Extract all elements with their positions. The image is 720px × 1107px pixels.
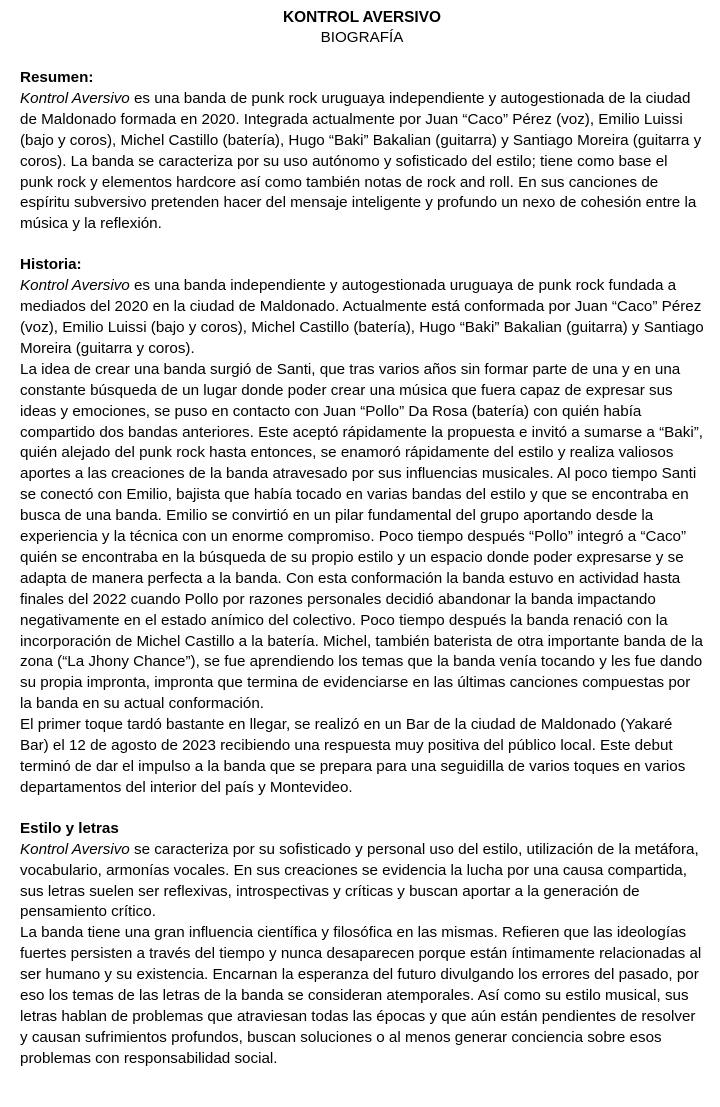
band-name-italic: Kontrol Aversivo xyxy=(20,89,130,107)
historia-paragraph-2: La idea de crear una banda surgió de Santi, que tras varios años sin formar parte de una y en una constante búsqueda de un lugar donde poder crear una música que fuera capaz de expresar sus ideas y emociones, se puso en contacto con Juan “Pollo” Da Rosa (batería) con quién había compartido dos bandas anteriores. Este aceptó rápidamente la propuesta e invitó a sumarse a “Baki”, quién alejado del punk rock hasta entonces, se enamoró rápidamente del estilo y realiza valiosos aportes a las creaciones de la banda atravesado por sus influencias musicales. Al poco tiempo Santi se conectó con Emilio, bajista que había tocado en varias bandas del estilo y que se encontraba en busca de una banda. Emilio se convirtió en un pilar fundamental del grupo aportando desde la experiencia y la técnica con un enorme compromiso. Poco tiempo después “Pollo” integró a “Caco” quién se encontraba en la búsqueda de su propio estilo y un espacio donde poder expresarse y se adapta de manera perfecta a la banda. Con esta conformación la banda estuvo en actividad hasta finales del 2022 cuando Pollo por razones personales decidió abandonar la banda impactando negativamente en el estado anímico del colectivo. Poco tiempo después la banda renació con la incorporación de Michel Castillo a la batería. Michel, también baterista de otra importante banda de la zona (“La Jhony Chance”), se fue aprendiendo los temas que la banda venía tocando y les fue dando su propia impronta, impronta que termina de evidenciarse en las últimas canciones compuestas por la banda en su actual conformación. xyxy=(20,360,703,713)
section-heading-historia: Historia: xyxy=(20,256,82,274)
historia-paragraph-1-text: es una banda independiente y autogestionada uruguaya de punk rock fundada a mediados del 2020 en la ciudad de Maldonado. Actualmente está conformada por Juan “Caco” Pérez (voz), Emilio Luissi (bajo y coros), Michel Castillo (batería), Hugo “Baki” Bakalian (guitarra) y Santiago Moreira (guitarra y coros). xyxy=(20,277,704,357)
historia-paragraph-3: El primer toque tardó bastante en llegar, se realizó en un Bar de la ciudad de Maldonado (Yakaré Bar) el 12 de agosto de 2023 recibiendo una respuesta muy positiva del público local. Este debut terminó de dar el impulso a la banda que se prepara para una seguidilla de varios toques en varios departamentos del interior del país y Montevideo. xyxy=(20,716,686,796)
band-name-italic: Kontrol Aversivo xyxy=(20,277,130,295)
document-header xyxy=(20,8,704,48)
section-heading-resumen: Resumen: xyxy=(20,69,94,86)
band-name-italic: Kontrol Aversivo xyxy=(20,840,130,858)
document-subtitle: BIOGRAFÍA xyxy=(320,29,404,46)
resumen-paragraph-1-text: es una banda de punk rock uruguaya independiente y autogestionada de la ciudad de Maldonado formada en 2020. Integrada actualmente por Juan “Caco” Pérez (voz), Emilio Luissi (bajo y coros), Michel Castillo (batería), Hugo “Baki” Bakalian (guitarra) y Santiago Moreira (guitarra y coros). La banda se caracteriza por su uso autónomo y sofisticado del estilo; tiene como base el punk rock y elementos hardcore así como también notas de rock and roll. En sus canciones de espíritu subversivo pretenden hacer del mensaje inteligente y profundo un nexo de cohesión entre la música y la reflexión. xyxy=(20,89,702,233)
section-resumen xyxy=(20,68,704,235)
section-estilo xyxy=(20,819,704,1070)
estilo-paragraph-1 xyxy=(20,840,704,924)
historia-paragraph-1 xyxy=(20,276,704,360)
section-heading-estilo: Estilo y letras xyxy=(20,819,119,837)
estilo-paragraph-1-text: se caracteriza por su sofisticado y personal uso del estilo, utilización de la metáfora, vocabulario, armonías vocales. En sus creaciones se evidencia la lucha por una causa compartida, sus letras suelen ser reflexivas, introspectivas y críticas y buscan aportar a la generación de pensamiento crítico. xyxy=(20,840,699,921)
section-historia xyxy=(20,255,704,799)
estilo-paragraph-2: La banda tiene una gran influencia científica y filosófica en las mismas. Refieren que las ideologías fuertes persisten a través del tiempo y nunca desaparecen porque están íntimamente relacionadas al ser humano y su existencia. Encarnan la esperanza del futuro divulgando los errores del pasado, por eso los temas de las letras de la banda se consideran atemporales. Así como su estilo musical, sus letras hablan de problemas que atraviesan todas las épocas y que aún están pendientes de resolver y causan sufrimientos profundos, buscan soluciones o al menos generar conciencia sobre esos problemas con responsabilidad social. xyxy=(20,924,702,1067)
document-title: KONTROL AVERSIVO xyxy=(283,9,441,26)
resumen-paragraph-1 xyxy=(20,89,704,235)
